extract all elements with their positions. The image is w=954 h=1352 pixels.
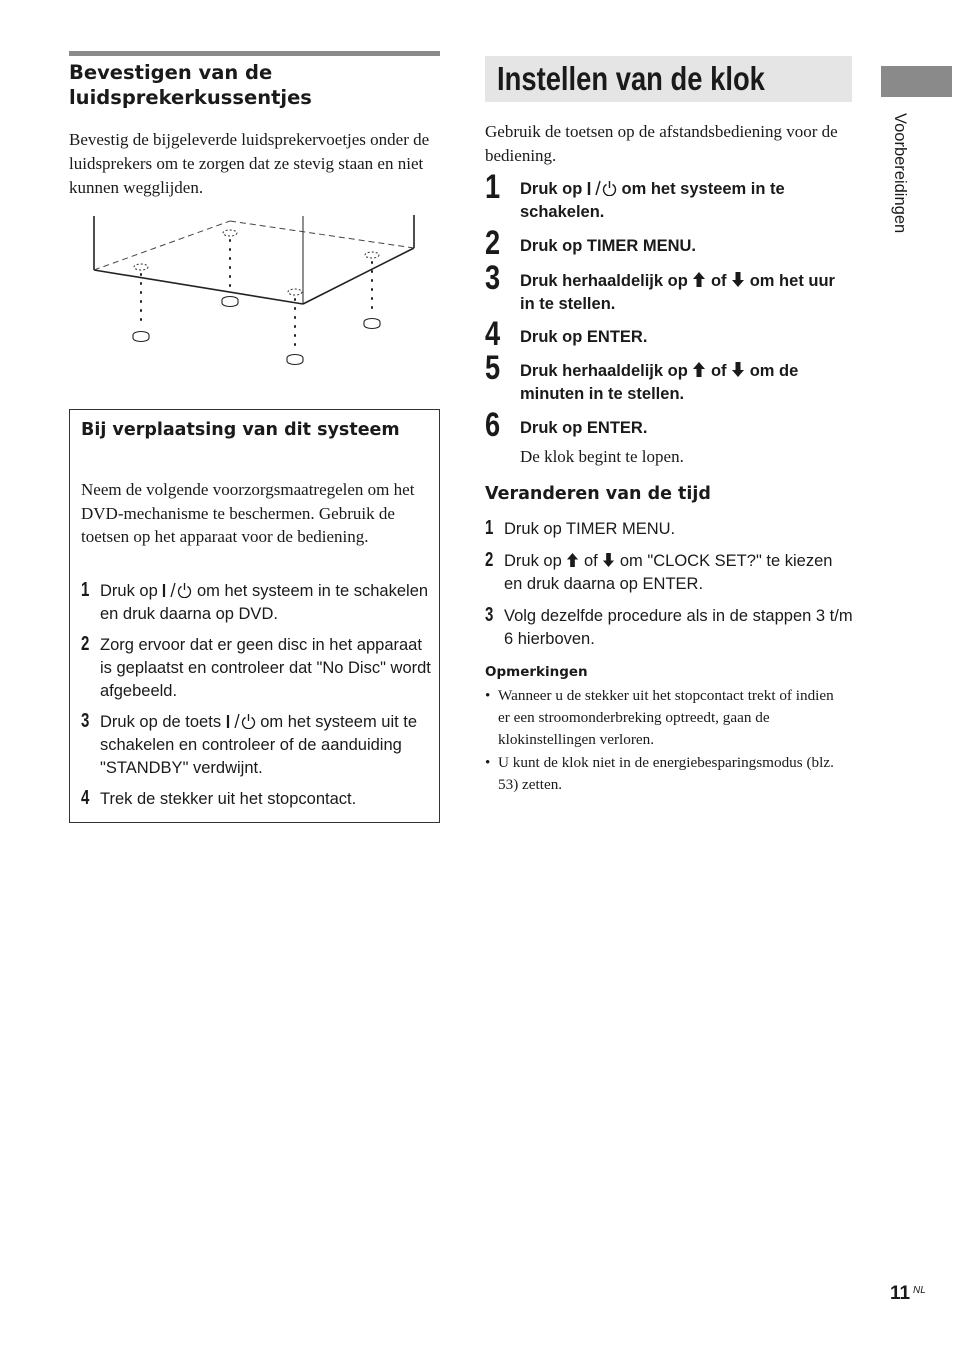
change-time-heading: Veranderen van de tijd [485, 484, 711, 504]
step-text-post: om het systeem in te schakelen en druk daarna op DVD. [100, 582, 429, 623]
clock-step-number-2: 2 [485, 224, 501, 262]
page-language-suffix: NL [913, 1285, 926, 1296]
clock-intro: Gebruik de toetsen op de afstandsbediening voor de bediening. [485, 122, 838, 165]
moving-box-steps [81, 580, 431, 811]
note-item-1 [485, 685, 845, 751]
clock-step-number-5: 5 [485, 349, 501, 387]
page-title-bar [485, 56, 852, 102]
clock-step-number-1: 1 [485, 168, 501, 206]
change-step-3 [485, 605, 855, 651]
step-text-pre: Druk herhaaldelijk op [520, 362, 693, 380]
moving-step-3 [81, 711, 431, 780]
arrow-down-icon [602, 552, 615, 568]
step-number: 1 [81, 579, 90, 601]
moving-step-4 [81, 788, 431, 811]
moving-step-1 [81, 580, 431, 626]
moving-precautions-box [69, 409, 440, 823]
clock-step-number-6: 6 [485, 406, 501, 444]
clock-step-1 [520, 178, 850, 224]
clock-step-4: Druk op ENTER. [520, 328, 648, 346]
step-text-post: om "CLOCK SET?" te kiezen en druk daarna op ENTER. [504, 552, 833, 593]
notes-heading: Opmerkingen [485, 664, 588, 680]
section-rule [69, 51, 440, 56]
step-text-pre: Druk op [520, 180, 587, 198]
side-tab-label: Voorbereidingen [891, 113, 909, 234]
step-text-pre: Druk op [100, 582, 163, 600]
step-text-post: om de minuten in te stellen. [520, 362, 799, 403]
step-text-post: om het systeem uit te schakelen en controleer of de aanduiding "STANDBY" verdwijnt. [100, 713, 418, 777]
step-number: 2 [81, 633, 90, 655]
clock-step-number-3: 3 [485, 259, 501, 297]
moving-box-heading: Bij verplaatsing van dit systeem [81, 420, 400, 440]
clock-step-6: Druk op ENTER. [520, 419, 648, 437]
page-title: Instellen van de klok [497, 60, 765, 97]
arrow-up-icon [566, 552, 579, 568]
arrow-up-icon [692, 271, 706, 288]
step-text-pre: Druk herhaaldelijk op [520, 272, 693, 290]
speaker-feet-diagram [88, 208, 428, 378]
speaker-pads-intro: Bevestig de bijgeleverde luidsprekervoetjes onder de luidsprekers om te zorgen dat ze stevig staan en niet kunnen wegglijden. [69, 130, 430, 197]
step-text: Zorg ervoor dat er geen disc in het apparaat is geplaatst en controleer dat "No Disc" wordt afgebeeld. [100, 636, 431, 700]
clock-step-5 [520, 360, 850, 406]
note-text: Wanneer u de stekker uit het stopcontact trekt of indien er een stroomonderbreking optreedt, gaan de klokinstellingen verloren. [498, 687, 834, 748]
moving-box-intro: Neem de volgende voorzorgsmaatregelen om het DVD-mechanisme te beschermen. Gebruik de toetsen op het apparaat voor de bediening. [81, 480, 415, 546]
step-number: 2 [485, 549, 494, 571]
step-text-mid: of [706, 362, 732, 380]
arrow-down-icon [731, 271, 745, 288]
change-step-2 [485, 550, 855, 596]
side-tab-marker [881, 66, 952, 97]
bullet-icon: • [485, 754, 491, 771]
step-text: Volg dezelfde procedure als in de stappen 3 t/m 6 hierboven. [504, 607, 853, 648]
step-number: 3 [485, 604, 494, 626]
clock-step-3 [520, 270, 850, 316]
section-heading-speaker-pads: Bevestigen van de luidsprekerkussentjes [69, 61, 312, 109]
clock-step-2: Druk op TIMER MENU. [520, 237, 696, 255]
change-step-1 [485, 518, 855, 541]
step-number: 1 [485, 517, 494, 539]
step-text-mid: of [706, 272, 732, 290]
step-text-post: om het systeem in te schakelen. [520, 180, 785, 221]
bullet-icon: • [485, 687, 491, 704]
note-item-2 [485, 752, 845, 796]
clock-step-6-note: De klok begint te lopen. [520, 447, 684, 466]
step-text-mid: of [579, 552, 603, 570]
step-text: Trek de stekker uit het stopcontact. [100, 790, 357, 808]
moving-step-2 [81, 634, 431, 703]
step-number: 3 [81, 710, 90, 732]
power-symbol-icon [162, 582, 192, 598]
step-number: 4 [81, 787, 90, 809]
step-text-pre: Druk op de toets [100, 713, 226, 731]
note-text: U kunt de klok niet in de energiebesparingsmodus (blz. 53) zetten. [498, 754, 834, 793]
page-number: 11 [890, 1283, 911, 1304]
arrow-up-icon [692, 361, 706, 378]
step-text-post: om het uur in te stellen. [520, 272, 835, 313]
clock-step-number-4: 4 [485, 315, 501, 353]
step-text-pre: Druk op [504, 552, 567, 570]
power-symbol-icon [226, 713, 256, 729]
arrow-down-icon [731, 361, 745, 378]
step-text: Druk op TIMER MENU. [504, 520, 676, 538]
power-symbol-icon [587, 180, 617, 196]
